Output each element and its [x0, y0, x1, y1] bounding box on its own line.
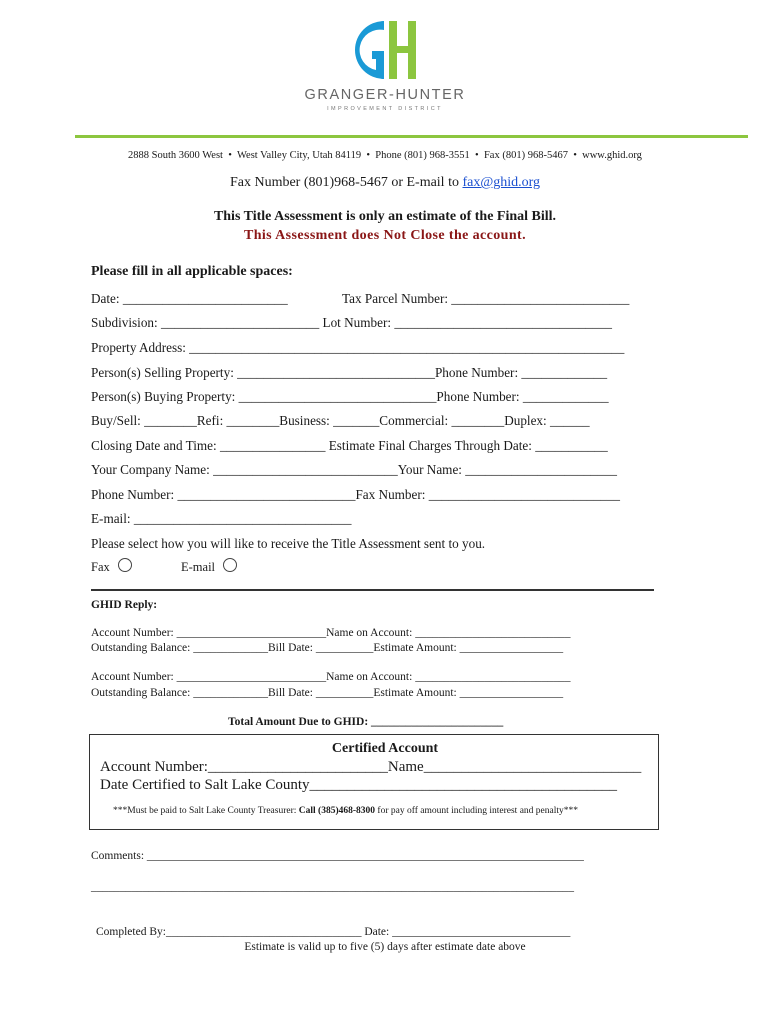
subdivision-lot-field[interactable]: Subdivision: ________________________ Lot Number: _________________________________ — [91, 315, 612, 330]
fax-email-line — [0, 175, 770, 191]
email-radio[interactable] — [223, 558, 237, 572]
brand-name: GRANGER-HUNTER — [304, 87, 466, 103]
tax-parcel-field[interactable]: Tax Parcel Number: ___________________________ — [342, 291, 630, 306]
certified-note-suffix: for pay off amount including interest and penalty*** — [375, 806, 579, 816]
reply-account-1[interactable]: Account Number: __________________________Name on Account: ___________________________ — [91, 627, 571, 639]
brand-subtitle: IMPROVEMENT DISTRICT — [327, 106, 443, 112]
email-field[interactable]: E-mail: _________________________________ — [91, 511, 352, 526]
validity-note: Estimate is valid up to five (5) days after estimate date above — [244, 941, 526, 953]
comments-line-2[interactable]: ____________________________________________________________________________________ — [91, 881, 574, 893]
phone-fax-field[interactable]: Phone Number: ___________________________Fax Number: _____________________________ — [91, 487, 620, 502]
reply-heading: GHID Reply: — [91, 599, 158, 611]
ghid-logo — [354, 17, 418, 83]
closing-date-field[interactable]: Closing Date and Time: ________________ Estimate Final Charges Through Date: ___________ — [91, 438, 608, 453]
fax-radio[interactable] — [118, 558, 132, 572]
reply-balance-1[interactable]: Outstanding Balance: _____________Bill Date: __________Estimate Amount: __________________ — [91, 642, 564, 654]
comments-field[interactable]: Comments: ____________________________________________________________________________ — [91, 850, 584, 862]
certified-account-line[interactable]: Account Number:________________________Name_____________________________ — [100, 759, 642, 775]
sellers-field[interactable]: Person(s) Selling Property: ______________________________Phone Number: _____________ — [91, 365, 608, 380]
delivery-prompt: Please select how you will like to receive the Title Assessment sent to you. — [91, 536, 486, 551]
address-line: 2888 South 3600 West • West Valley City, Utah 84119 • Phone (801) 968-3551 • Fax (801) 968-5467 • www.ghid.org — [128, 150, 642, 161]
total-amount-due[interactable]: Total Amount Due to GHID: _______________________ — [228, 716, 504, 728]
property-address-field[interactable]: Property Address: __________________________________________________________________ — [91, 340, 625, 355]
buyers-field[interactable]: Person(s) Buying Property: ______________________________Phone Number: _____________ — [91, 389, 609, 404]
transaction-type-field[interactable]: Buy/Sell: ________Refi: ________Business: _______Commercial: ________Duplex: ______ — [91, 413, 590, 428]
certified-title: Certified Account — [331, 741, 439, 756]
certified-date-line[interactable]: Date Certified to Salt Lake County_________________________________________ — [100, 777, 618, 793]
estimate-notice: This Title Assessment is only an estimate of the Final Bill. — [213, 209, 557, 224]
reply-balance-2[interactable]: Outstanding Balance: _____________Bill Date: __________Estimate Amount: __________________ — [91, 687, 564, 699]
completed-by-field[interactable]: Completed By:__________________________________ Date: _______________________________ — [96, 926, 571, 938]
date-field[interactable]: Date: _________________________ — [91, 291, 288, 306]
form-heading: Please fill in all applicable spaces: — [91, 264, 293, 279]
email-link[interactable]: fax@ghid.org — [462, 175, 541, 190]
header-divider — [75, 135, 748, 138]
section-divider — [91, 589, 654, 591]
fax-number-text: Fax Number (801)968-5467 or E-mail to — [229, 175, 463, 190]
reply-account-2[interactable]: Account Number: __________________________Name on Account: ___________________________ — [91, 671, 571, 683]
certified-note-phone: Call (385)468-8300 — [298, 806, 376, 816]
fax-option-label: Fax — [91, 560, 110, 574]
not-close-notice: This Assessment does Not Close the account. — [243, 228, 527, 243]
certified-note-prefix: ***Must be paid to Salt Lake County Treasurer: — [113, 806, 299, 816]
certified-note — [113, 806, 578, 816]
company-name-field[interactable]: Your Company Name: ____________________________Your Name: _______________________ — [91, 462, 617, 477]
email-option-label: E-mail — [181, 560, 216, 574]
